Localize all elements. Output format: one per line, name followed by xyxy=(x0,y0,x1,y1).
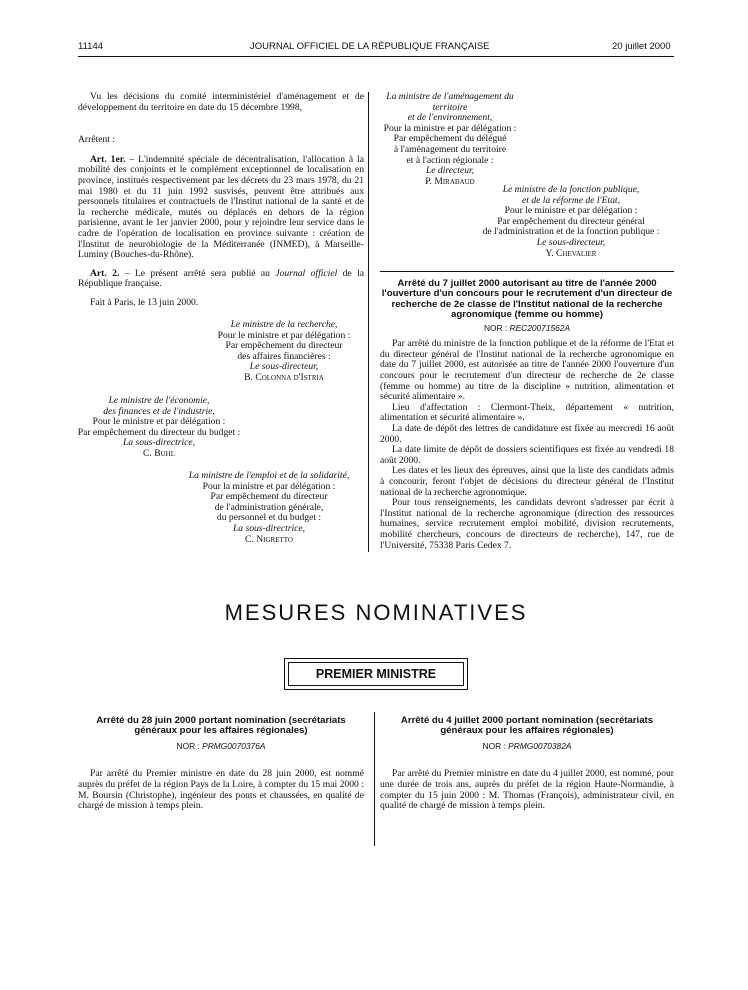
signature-emploi xyxy=(172,471,366,545)
vu-paragraph: Vu les décisions du comité interministériel d'aménagement et de développement du territoire en date du 15 décembre 1998, xyxy=(78,91,364,113)
arrete-4-nor-code: PRMG0070382A xyxy=(508,740,572,751)
sig-emploi-l2: Pour la ministre et par délégation : xyxy=(202,480,336,492)
arrete-inra-p3: La date de dépôt des lettres de candidature est fixée au mercredi 16 août 2000. xyxy=(380,422,674,445)
signature-amenagement xyxy=(370,92,530,187)
sig-economie-l3: Pour le ministre et par délégation : xyxy=(92,416,226,428)
sig-emploi-l5: du personnel et du budget : xyxy=(216,512,322,524)
left-column xyxy=(78,92,364,309)
sig-amenagement-l4: Par empêchement du délégué xyxy=(393,133,507,145)
sig-fonction-name: Y. Chevalier xyxy=(545,247,597,259)
arrete-divider xyxy=(380,271,674,272)
arrete-4-nor-label: NOR : xyxy=(482,740,509,751)
sig-amenagement-name: P. Mirabaud xyxy=(425,175,475,187)
arrete-inra-p2: Lieu d'affectation : Clermont-Theix, département « nutrition, alimentation et sécurité alimentaire ». xyxy=(380,401,674,424)
article-2-journal: Journal officiel xyxy=(275,267,338,279)
arrete-inra-p1: Par arrêté du ministre de la fonction publique et de la réforme de l'Etat et du directeur général de l'Institut national de la recherche agronomique en date du 7 juillet 2000, est autorisée au titre de l'année 2000 l'ouverture d'un concours pour le recrutement d'un directeur de recherche de 2e classe (femme ou homme) au titre de la discipline « nutrition, alimentation et sécurité alimentaire ». xyxy=(380,338,674,403)
sig-recherche-l4: des affaires financières : xyxy=(237,350,331,362)
sig-recherche-l3: Par empêchement du directeur xyxy=(225,340,343,352)
sig-recherche-l5: Le sous-directeur, xyxy=(249,361,319,373)
article-1-label: Art. 1er. xyxy=(90,153,126,165)
article-2 xyxy=(78,269,364,290)
arrete-28-p1: Par arrêté du Premier ministre en date du 28 juin 2000, est nommé auprès du préfet de la région Pays de la Loire, à compter du 15 mai 2000 : M. Boursin (Christophe), ingénieur des ponts et chaussées, en qualité de chargé de mission à temps plein. xyxy=(78,768,364,812)
sig-emploi-l4: de l'administration générale, xyxy=(214,501,324,513)
sig-economie-l5: La sous-directrice, xyxy=(122,437,196,449)
sig-amenagement-l2: et de l'environnement, xyxy=(407,112,493,124)
sig-amenagement-l5: à l'aménagement du territoire xyxy=(393,143,507,155)
sig-amenagement-l7: Le directeur, xyxy=(425,165,475,177)
arrete-inra-nor-code: REC20071562A xyxy=(509,322,571,333)
arrete-28-nor-label: NOR : xyxy=(176,740,203,751)
sig-recherche-l1: Le ministre de la recherche, xyxy=(230,319,338,330)
sig-emploi-l6: La sous-directrice, xyxy=(232,522,306,534)
arrete-inra-nor xyxy=(380,323,674,334)
sig-economie-l2: des finances et de l'industrie, xyxy=(103,405,215,417)
arrete-inra-p4: La date limite de dépôt de dossiers scientifiques est fixée au vendredi 18 août 2000. xyxy=(380,444,674,466)
article-1 xyxy=(78,155,364,261)
ministere-heading: PREMIER MINISTRE xyxy=(288,662,464,686)
sig-amenagement-l1: La ministre de l'aménagement du territoire xyxy=(386,91,514,113)
sig-amenagement-l3: Pour la ministre et par délégation : xyxy=(383,122,517,134)
sig-emploi-l1: La ministre de l'emploi et de la solidarité, xyxy=(188,470,350,481)
fait-a-paris: Fait à Paris, le 13 juin 2000. xyxy=(90,296,199,308)
arrete-4-juillet xyxy=(380,716,674,812)
arrete-28-nor xyxy=(78,741,364,752)
sig-fonction-l2: et de la réforme de l'Etat, xyxy=(522,194,620,206)
issue-date: 20 juillet 2000 xyxy=(612,41,671,52)
arrete-4-title: Arrêté du 4 juillet 2000 portant nomination (secrétariats généraux pour les affaires régionales) xyxy=(400,715,654,737)
sig-recherche-l2: Pour le ministre et par délégation : xyxy=(217,329,351,341)
arrete-28-title: Arrêté du 28 juin 2000 portant nomination (secrétariats généraux pour les affaires régionales) xyxy=(96,715,346,737)
sig-fonction-l4: Par empêchement du directeur général xyxy=(497,215,645,227)
arrete-inra-p6: Pour tous renseignements, les candidats devront s'adresser par écrit à l'Institut national de la recherche agronomique (direction des ressources humaines, service recrutement emploi mobilité, division recrutements, mobilité chercheurs, concours de directeurs de recherche), 147, rue de l'Université, 75338 Paris Cedex 7. xyxy=(380,497,674,551)
article-2-text-b: de la République française. xyxy=(78,267,364,290)
sig-amenagement-l6: et à l'action régionale : xyxy=(406,154,494,166)
signature-economie xyxy=(44,396,274,460)
sig-fonction-l6: Le sous-directeur, xyxy=(536,236,606,248)
arretent: Arrêtent : xyxy=(78,134,116,146)
sig-recherche-name: B. Colonna d'Istria xyxy=(244,371,324,383)
article-2-text-a: – Le présent arrêté sera publié au xyxy=(119,267,276,279)
arrete-inra-p5: Les dates et les lieux des épreuves, ainsi que la liste des candidats admis à concourir, feront l'objet de décisions du directeur général de l'Institut national de la recherche agronomique. xyxy=(380,465,674,498)
arrete-inra xyxy=(380,279,674,551)
article-2-label: Art. 2. xyxy=(90,267,120,279)
column-divider-lower xyxy=(374,712,375,846)
journal-title: JOURNAL OFFICIEL DE LA RÉPUBLIQUE FRANÇAISE xyxy=(250,41,490,52)
sig-fonction-l1: Le ministre de la fonction publique, xyxy=(502,184,640,195)
signature-fonction xyxy=(462,185,680,259)
sig-economie-l4: Par empêchement du directeur du budget : xyxy=(77,426,241,438)
sig-economie-name: C. Buhl xyxy=(143,447,175,459)
sig-fonction-l5: de l'administration et de la fonction publique : xyxy=(482,226,660,238)
page-number: 11144 xyxy=(78,41,104,52)
sig-fonction-l3: Pour le ministre et par délégation : xyxy=(504,205,638,217)
arrete-4-nor xyxy=(380,741,674,752)
sig-emploi-name: C. Nigretto xyxy=(245,533,293,545)
sig-emploi-l3: Par empêchement du directeur xyxy=(210,491,328,503)
ministere-box-outer xyxy=(284,658,468,690)
arrete-inra-nor-label: NOR : xyxy=(483,322,510,333)
header-rule xyxy=(78,56,674,57)
sig-economie-l1: Le ministre de l'économie, xyxy=(108,395,210,406)
arrete-4-p1: Par arrêté du Premier ministre en date du 4 juillet 2000, est nommé, pour une durée de trois ans, auprès du préfet de la région Haute-Normandie, à compter du 15 juin 2000 : M. Thomas (François), administrateur civil, en qualité de chargé de mission à temps plein. xyxy=(380,768,674,812)
signature-recherche xyxy=(196,320,372,384)
arrete-28-juin xyxy=(78,716,364,812)
article-1-text: – L'indemnité spéciale de décentralisation, l'allocation à la mobilité des conjoints et le complément exceptionnel de localisation en province, institués respectivement par les décrets du 23 mars 1978, du 21 mai 1980 et du 11 juin 1992 susvisés, peuvent être attribués aux personnels titulaires et contractuels de l'Institut national de la santé et de la recherche médicale, mutés ou déplacés en dehors de la région parisienne, avant le 1er janvier 2000, pour y rejoindre leur service dans le cadre de l'opération de localisation en province suivante : création de l'Institut de neurobiologie de la Méditerranée (INMED), à Marseille-Luminy (Bouches-du-Rhône). xyxy=(78,153,364,261)
arrete-inra-title: Arrêté du 7 juillet 2000 autorisant au titre de l'année 2000 l'ouverture d'un concours pour le recrutement d'un directeur de recherche de 2e classe de l'Institut national de la recherche agronomique (femme ou homme) xyxy=(381,278,673,321)
section-mesures-nominatives: MESURES NOMINATIVES xyxy=(224,600,528,625)
arrete-28-nor-code: PRMG0070376A xyxy=(202,740,266,751)
